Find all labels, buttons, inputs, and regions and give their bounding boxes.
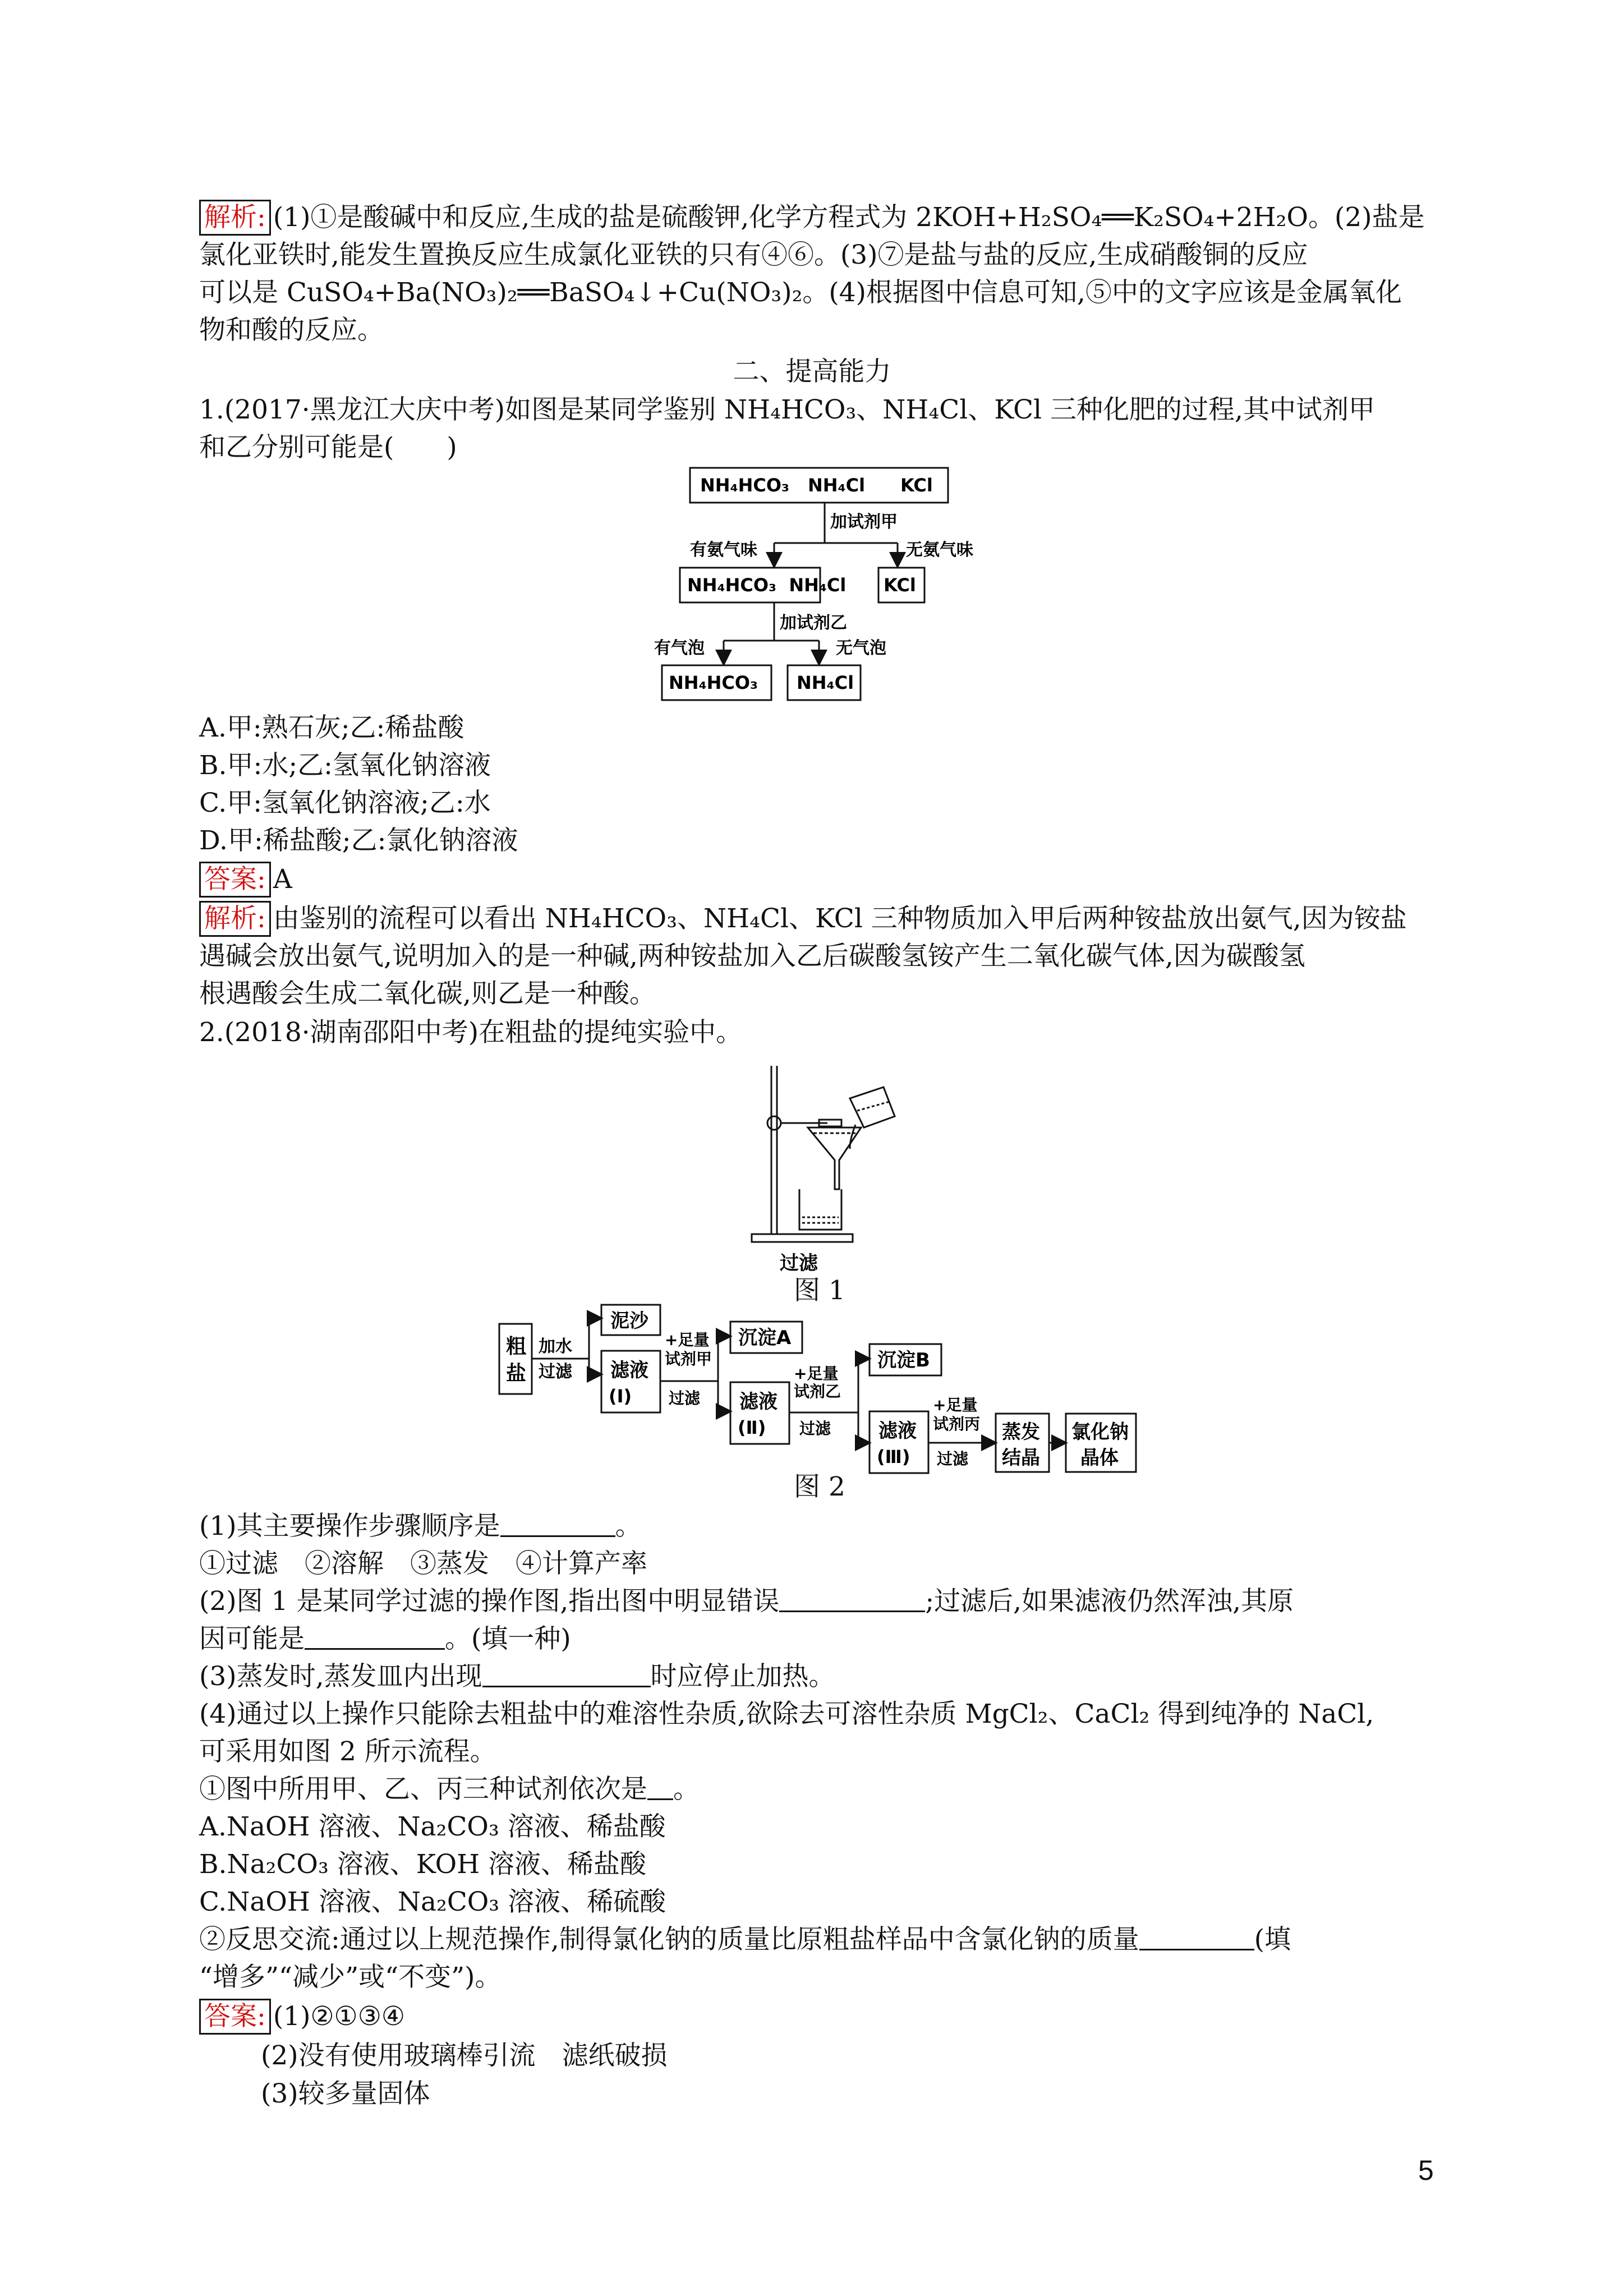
flow-box-b: NH₄Cl [797,672,854,693]
page-number: 5 [1418,2155,1434,2186]
q1-analysis-2: 遇碱会放出氨气,说明加入的是一种碱,两种铵盐加入乙后碳酸氢铵产生二氧化碳气体,因为碳酸氢 [199,941,1305,972]
excess-b: +足量 [794,1364,839,1383]
q2-answer-3: (3)较多量固体 [261,2078,430,2109]
answer-tag: 答案: [199,1999,271,2035]
flow-left1: 有氨气味 [690,540,757,560]
q1-option-c: C.甲:氢氧化钠溶液;乙:水 [199,788,491,818]
reagent-a: 试剂甲 [665,1350,712,1368]
q2-part2-a: (2)图 1 是某同学过滤的操作图,指出图中明显错误 ;过滤后,如果滤液仍然浑浊,其原 [199,1586,1294,1617]
filtrate-1-roman: (Ⅰ) [609,1386,632,1407]
reagent-b: 试剂乙 [794,1382,841,1401]
q2-part3: (3)蒸发时,蒸发皿内出现 时应停止加热。 [199,1661,835,1692]
q2-stem: 2.(2018·湖南邵阳中考)在粗盐的提纯实验中。 [199,1017,743,1048]
answer-blank[interactable] [500,1511,615,1537]
filtrate-3-roman: (Ⅲ) [877,1446,910,1467]
fig1-caption: 图 1 [794,1275,845,1306]
q1-flowchart [645,460,1004,718]
q1-stem-1: 1.(2017·黑龙江大庆中考)如图是某同学鉴别 NH₄HCO₃、NH₄Cl、KCl 三种化肥的过程,其中试剂甲 [199,394,1375,425]
q2-part4-a: (4)通过以上操作只能除去粗盐中的难溶性杂质,欲除去可溶性杂质 MgCl₂、CaCl₂ 得到纯净的 NaCl, [199,1699,1374,1729]
precipitate-a-box: 沉淀A [738,1327,792,1349]
section-title: 二、提高能力 [733,356,891,387]
analysis-line-1: 解析: (1)①是酸碱中和反应,生成的盐是硫酸钾,化学方程式为 2KOH+H₂SO₄══K₂SO₄+2H₂O。(2)盐是 [199,199,1425,236]
q2-answer-2: (2)没有使用玻璃棒引流 滤纸破损 [261,2040,668,2071]
flow-right2: 无气泡 [836,638,886,658]
evaporate-box-2: 结晶 [1002,1447,1040,1469]
answer-tag: 答案: [199,862,271,898]
analysis-line-2: 氯化亚铁时,能发生置换反应生成氯化亚铁的只有④⑥。(3)⑦是盐与盐的反应,生成硝酸铜的反应 [199,240,1308,270]
filtrate-2-roman: (Ⅱ) [738,1417,766,1438]
q1-option-d: D.甲:稀盐酸;乙:氯化钠溶液 [199,825,518,856]
analysis-tag: 解析: [199,200,271,236]
q2-part2-b: 因可能是 。(填一种) [199,1623,571,1654]
q2-option-a: A.NaOH 溶液、Na₂CO₃ 溶液、稀盐酸 [199,1811,666,1842]
q2-answer-1: 答案: (1)②①③④ [199,1998,405,2035]
q2-part4-b: 可采用如图 2 所示流程。 [199,1736,496,1767]
purification-flowchart [494,1301,1144,1475]
q2-part1-options: ①过滤 ②溶解 ③蒸发 ④计算产率 [199,1548,647,1579]
q2-part4-q2-b: “增多”“减少”或“不变”)。 [199,1962,502,1993]
flow-step1: 加试剂甲 [830,512,898,532]
analysis-line-4: 物和酸的反应。 [199,315,384,346]
flow-step2: 加试剂乙 [780,613,847,633]
q2-part1: (1)其主要操作步骤顺序是 。 [199,1511,642,1542]
filtrate-2-box: 滤液 [739,1391,778,1413]
reagent-c: 试剂丙 [933,1415,981,1433]
step-add-water: 加水 [539,1337,572,1356]
fig2-caption: 图 2 [794,1471,845,1502]
flow-left2: 有气泡 [654,638,705,658]
q1-analysis-3: 根遇酸会生成二氧化碳,则乙是一种酸。 [199,978,656,1009]
filtrate-3-box: 滤液 [878,1420,917,1442]
answer-blank[interactable] [1139,1924,1254,1950]
answer-blank[interactable] [482,1661,651,1687]
step-filter-2: 过滤 [669,1389,701,1407]
crude-salt-1: 粗 [506,1335,527,1358]
flow-box-a: NH₄HCO₃ [669,672,758,693]
filtrate-1-box: 滤液 [610,1359,648,1382]
q1-analysis-1: 解析: 由鉴别的流程可以看出 NH₄HCO₃、NH₄Cl、KCl 三种物质加入甲后两种铵盐放出氨气,因为铵盐 [199,900,1407,937]
nacl-box-1: 氯化钠 [1071,1421,1129,1443]
excess-a: +足量 [665,1331,710,1349]
excess-c: +足量 [933,1396,978,1414]
nacl-box-2: 晶体 [1080,1447,1119,1469]
flow-top-nh4cl: NH₄Cl [808,475,866,496]
q1-option-b: B.甲:水;乙:氢氧化钠溶液 [199,750,491,781]
flow-mid-box: NH₄HCO₃ NH₄Cl [687,574,846,596]
q1-answer: 答案: A [199,861,292,898]
mud-box: 泥沙 [610,1310,648,1332]
precipitate-b-box: 沉淀B [877,1349,930,1372]
q1-stem-2: 和乙分别可能是( ) [199,432,457,463]
analysis-tag: 解析: [199,901,271,937]
step-filter-1: 过滤 [539,1362,572,1382]
filtration-figure [729,1055,909,1273]
flow-top-nh4hco3: NH₄HCO₃ [700,475,790,496]
flow-kcl-box: KCl [884,574,916,596]
step-filter-3: 过滤 [799,1419,831,1438]
flow-top-kcl: KCl [900,475,933,496]
analysis-line-3: 可以是 CuSO₄+Ba(NO₃)₂══BaSO₄↓+Cu(NO₃)₂。(4)根据图中信息可知,⑤中的文字应该是金属氧化 [199,277,1402,308]
crude-salt-2: 盐 [506,1362,527,1385]
answer-blank[interactable] [647,1774,673,1800]
filtration-label: 过滤 [780,1252,818,1273]
answer-blank[interactable] [305,1623,445,1650]
q2-part4-q2-a: ②反思交流:通过以上规范操作,制得氯化钠的质量比原粗盐样品中含氯化钠的质量 (填 [199,1924,1291,1955]
q2-option-b: B.Na₂CO₃ 溶液、KOH 溶液、稀盐酸 [199,1849,647,1880]
answer-blank[interactable] [779,1586,925,1612]
flow-right1: 无氨气味 [906,540,973,560]
q2-option-c: C.NaOH 溶液、Na₂CO₃ 溶液、稀硫酸 [199,1887,666,1917]
evaporate-box-1: 蒸发 [1002,1421,1040,1443]
step-filter-4: 过滤 [937,1450,969,1468]
q1-option-a: A.甲:熟石灰;乙:稀盐酸 [199,712,464,743]
q2-part4-q1: ①图中所用甲、乙、丙三种试剂依次是 。 [199,1774,700,1805]
